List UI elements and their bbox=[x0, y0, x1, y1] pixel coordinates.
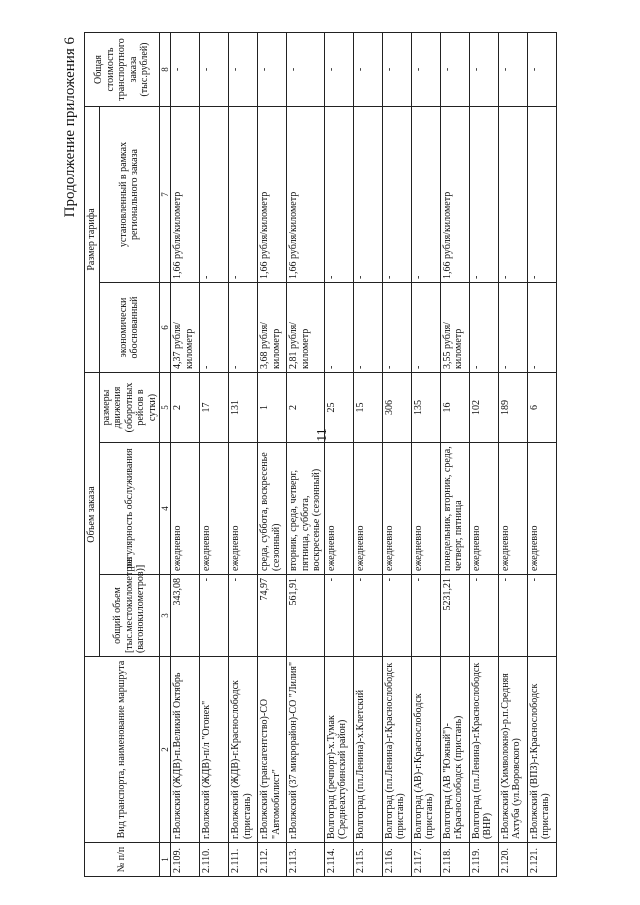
row-number: 2.114. bbox=[324, 843, 353, 877]
regularity: среда, суббота, воскресенье (сезонный) bbox=[258, 443, 287, 575]
row-number: 2.110. bbox=[200, 843, 229, 877]
traffic-size: 1 bbox=[258, 373, 287, 443]
economic-tariff: - bbox=[353, 283, 382, 373]
row-number: 2.118. bbox=[440, 843, 469, 877]
col-number: 1 bbox=[160, 843, 171, 877]
total-cost: - bbox=[258, 33, 287, 107]
regularity: ежедневно bbox=[498, 443, 527, 575]
economic-tariff: - bbox=[324, 283, 353, 373]
economic-tariff: - bbox=[527, 283, 556, 373]
total-volume: - bbox=[353, 575, 382, 657]
economic-tariff: - bbox=[498, 283, 527, 373]
established-tariff: - bbox=[527, 107, 556, 283]
economic-tariff: - bbox=[229, 283, 258, 373]
table-row bbox=[258, 33, 287, 877]
row-number: 2.112. bbox=[258, 843, 287, 877]
regularity: ежедневно bbox=[200, 443, 229, 575]
regularity: ежедневно bbox=[411, 443, 440, 575]
regularity: ежедневно bbox=[353, 443, 382, 575]
total-cost: - bbox=[411, 33, 440, 107]
col-number: 7 bbox=[160, 107, 171, 283]
route-name: г.Волжский (ЖДВ)-г.Краснослободск (пристань) bbox=[229, 657, 258, 843]
traffic-size: 16 bbox=[440, 373, 469, 443]
regularity: понедельник, вторник, среда, четверг, пятница bbox=[440, 443, 469, 575]
total-volume: - bbox=[382, 575, 411, 657]
page-number: 11 bbox=[315, 428, 330, 442]
header-transport: Вид транспорта, наименование маршрута bbox=[85, 657, 160, 843]
total-volume: - bbox=[200, 575, 229, 657]
table-row bbox=[171, 33, 200, 877]
economic-tariff: 2,81 рубля/километр bbox=[287, 283, 325, 373]
table-row bbox=[440, 33, 469, 877]
total-cost: - bbox=[353, 33, 382, 107]
table-row bbox=[353, 33, 382, 877]
economic-tariff: 4,37 рубля/километр bbox=[171, 283, 200, 373]
regularity: ежедневно bbox=[229, 443, 258, 575]
established-tariff: - bbox=[382, 107, 411, 283]
regularity: ежедневно bbox=[382, 443, 411, 575]
route-name: г.Волжский (ЖДВ)-п.Великий Октябрь bbox=[171, 657, 200, 843]
col-number: 8 bbox=[160, 33, 171, 107]
total-volume: - bbox=[498, 575, 527, 657]
total-cost: - bbox=[498, 33, 527, 107]
row-number: 2.113. bbox=[287, 843, 325, 877]
row-number: 2.120. bbox=[498, 843, 527, 877]
established-tariff: 1,66 рубля/километр bbox=[258, 107, 287, 283]
route-name: Волгоград (пл.Ленина)-г.Краснослободск (пристань) bbox=[382, 657, 411, 843]
route-name: г.Волжский (ВПЗ)-г.Краснослободск (пристань) bbox=[527, 657, 556, 843]
traffic-size: 306 bbox=[382, 373, 411, 443]
header-total-volume: общий объем [тыс.местокилометров (вагонокилометров)] bbox=[99, 575, 160, 657]
regularity: ежедневно bbox=[324, 443, 353, 575]
rotated-document bbox=[60, 27, 580, 877]
economic-tariff: - bbox=[411, 283, 440, 373]
col-number: 6 bbox=[160, 283, 171, 373]
total-volume: 5231,21 bbox=[440, 575, 469, 657]
total-volume: 343,08 bbox=[171, 575, 200, 657]
col-number: 4 bbox=[160, 443, 171, 575]
header-economic: экономически обоснованный bbox=[99, 283, 160, 373]
regularity: ежедневно bbox=[171, 443, 200, 575]
header-regularity: регулярность обслуживания bbox=[99, 443, 160, 575]
total-volume: - bbox=[469, 575, 498, 657]
row-number: 2.109. bbox=[171, 843, 200, 877]
total-volume: 561,91 bbox=[287, 575, 325, 657]
total-volume: - bbox=[527, 575, 556, 657]
total-cost: - bbox=[200, 33, 229, 107]
total-volume: - bbox=[324, 575, 353, 657]
row-number: 2.121. bbox=[527, 843, 556, 877]
traffic-size: 2 bbox=[171, 373, 200, 443]
header-num: № п/п bbox=[85, 843, 160, 877]
economic-tariff: - bbox=[382, 283, 411, 373]
established-tariff: - bbox=[353, 107, 382, 283]
traffic-size: 131 bbox=[229, 373, 258, 443]
col-number: 5 bbox=[160, 373, 171, 443]
route-name: Волгоград (пл.Ленина)-г.Краснослободск (ВНР) bbox=[469, 657, 498, 843]
appendix-label: Продолжение приложения 6 bbox=[62, 37, 78, 218]
row-number: 2.111. bbox=[229, 843, 258, 877]
row-number: 2.119. bbox=[469, 843, 498, 877]
routes-table bbox=[84, 32, 557, 877]
col-number: 2 bbox=[160, 657, 171, 843]
traffic-size: 2 bbox=[287, 373, 325, 443]
table-row bbox=[229, 33, 258, 877]
total-cost: - bbox=[287, 33, 325, 107]
table-row bbox=[411, 33, 440, 877]
economic-tariff: 3,55 рубля/километр bbox=[440, 283, 469, 373]
regularity: ежедневно bbox=[527, 443, 556, 575]
established-tariff: - bbox=[411, 107, 440, 283]
traffic-size: 135 bbox=[411, 373, 440, 443]
table-row bbox=[200, 33, 229, 877]
table-row bbox=[287, 33, 325, 877]
table-row bbox=[382, 33, 411, 877]
table-body bbox=[171, 33, 557, 877]
header-tariff-group: Размер тарифа bbox=[85, 107, 100, 373]
route-name: Волгоград (АВ "Южный")-г.Краснослободск (пристань) bbox=[440, 657, 469, 843]
total-cost: - bbox=[382, 33, 411, 107]
table-row bbox=[527, 33, 556, 877]
route-name: Волгоград (пл.Ленина)-х.Клетский bbox=[353, 657, 382, 843]
route-name: г.Волжский (Химволокно)-р.п.Средняя Ахтуба (ул.Воровского) bbox=[498, 657, 527, 843]
traffic-size: 189 bbox=[498, 373, 527, 443]
traffic-size: 17 bbox=[200, 373, 229, 443]
regularity: вторник, среда, четверг, пятница, суббота, воскресенье (сезонный) bbox=[287, 443, 325, 575]
total-volume: - bbox=[411, 575, 440, 657]
header-volume-group: Объем заказа bbox=[85, 373, 100, 657]
established-tariff: - bbox=[324, 107, 353, 283]
route-name: Волгоград (АВ)-г.Краснослободск (пристань) bbox=[411, 657, 440, 843]
traffic-size: 6 bbox=[527, 373, 556, 443]
total-volume: - bbox=[229, 575, 258, 657]
route-name: г.Волжский (37 микрорайон)-СО "Лилия" bbox=[287, 657, 325, 843]
established-tariff: 1,66 рубля/километр bbox=[440, 107, 469, 283]
route-name: г.Волжский (трансагентство)-СО "Автомобилист" bbox=[258, 657, 287, 843]
header-established: установленный в рамках регионального заказа bbox=[99, 107, 160, 283]
route-name: г.Волжский (ЖДВ)-п/л "Огонек" bbox=[200, 657, 229, 843]
total-cost: - bbox=[324, 33, 353, 107]
total-cost: - bbox=[440, 33, 469, 107]
appendix-header bbox=[60, 27, 84, 877]
established-tariff: - bbox=[498, 107, 527, 283]
economic-tariff: 3,68 рубля/километр bbox=[258, 283, 287, 373]
header-total-cost: Общая стоимость транспортного заказа (тыс.рублей) bbox=[85, 33, 160, 107]
col-number: 3 bbox=[160, 575, 171, 657]
traffic-size: 102 bbox=[469, 373, 498, 443]
economic-tariff: - bbox=[469, 283, 498, 373]
established-tariff: 1,66 рубля/километр bbox=[171, 107, 200, 283]
established-tariff: 1,66 рубля/километр bbox=[287, 107, 325, 283]
total-cost: - bbox=[229, 33, 258, 107]
total-cost: - bbox=[527, 33, 556, 107]
regularity: ежедневно bbox=[469, 443, 498, 575]
total-volume: 74,97 bbox=[258, 575, 287, 657]
column-number-row bbox=[160, 33, 171, 877]
total-cost: - bbox=[171, 33, 200, 107]
traffic-size: 15 bbox=[353, 373, 382, 443]
table-row bbox=[469, 33, 498, 877]
table-row bbox=[324, 33, 353, 877]
traffic-size: 25 bbox=[324, 373, 353, 443]
economic-tariff: - bbox=[200, 283, 229, 373]
header-traffic-size: размеры движения (оборотных рейсов в сутки) bbox=[99, 373, 160, 443]
route-name: Волгоград (речпорт)-х.Тумак (Среднеахтубинский район) bbox=[324, 657, 353, 843]
row-number: 2.115. bbox=[353, 843, 382, 877]
row-number: 2.117. bbox=[411, 843, 440, 877]
established-tariff: - bbox=[200, 107, 229, 283]
established-tariff: - bbox=[229, 107, 258, 283]
total-cost: - bbox=[469, 33, 498, 107]
row-number: 2.116. bbox=[382, 843, 411, 877]
table-row bbox=[498, 33, 527, 877]
established-tariff: - bbox=[469, 107, 498, 283]
